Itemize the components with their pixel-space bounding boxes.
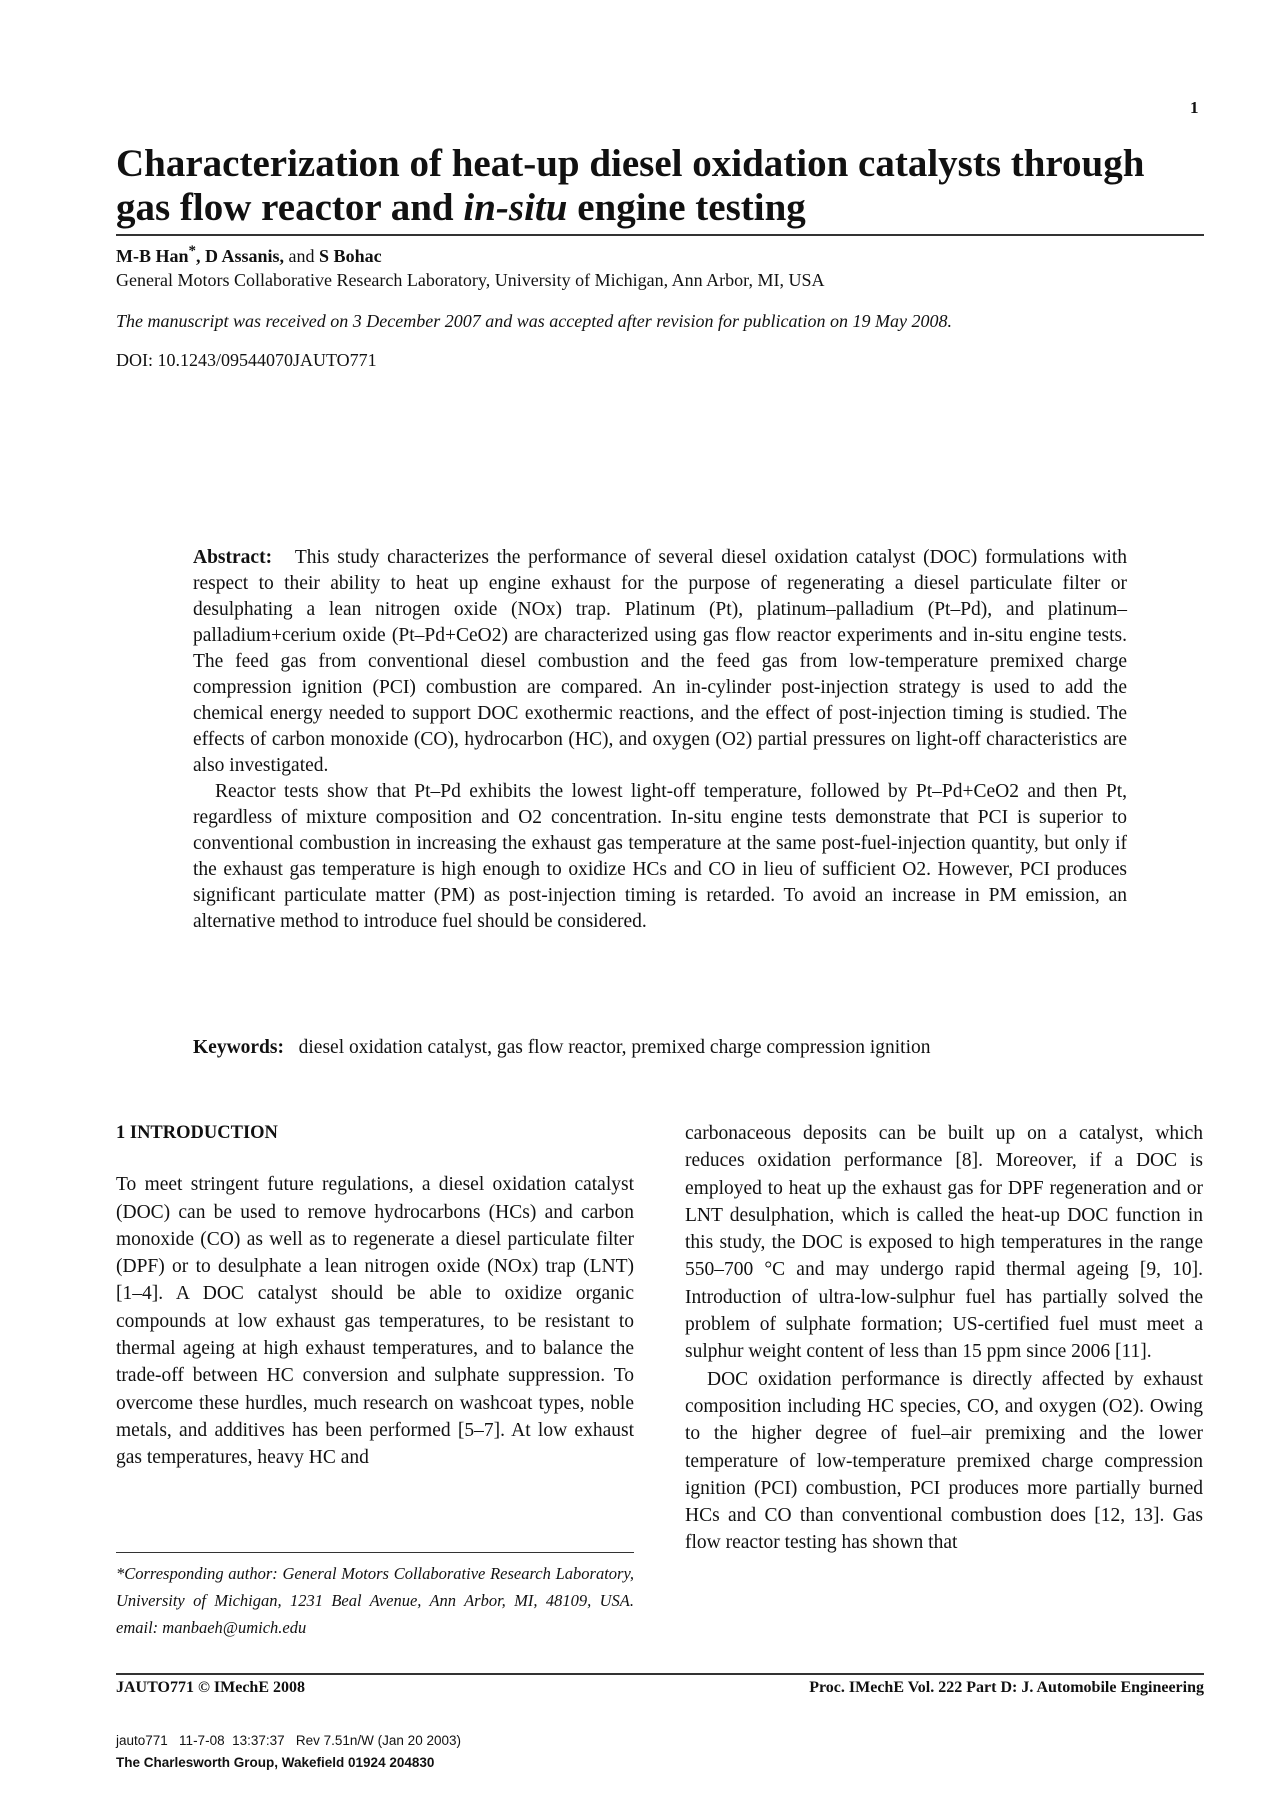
doi[interactable]: DOI: 10.1243/09544070JAUTO771 xyxy=(116,350,377,370)
footer-left: JAUTO771 © IMechE 2008 xyxy=(116,1679,305,1696)
keywords-label: Keywords: xyxy=(193,1037,284,1058)
keywords xyxy=(193,1037,1127,1059)
abstract xyxy=(193,545,1127,935)
print-info: jauto771 11-7-08 13:37:37 Rev 7.51n/W (Jan 20 2003) xyxy=(116,1733,461,1748)
section-heading: 1 INTRODUCTION xyxy=(116,1123,278,1143)
footnote-divider xyxy=(116,1552,634,1553)
left-column xyxy=(116,1120,634,1472)
keywords-text: diesel oxidation catalyst, gas flow reactor, premixed charge compression ignition xyxy=(298,1037,931,1058)
abstract-p2: Reactor tests show that Pt–Pd exhibits the lowest light-off temperature, followed by Pt–Pd+CeO2 and then Pt, regardless of mixture composition and O2 concentration. In-situ engine tests demonstrate that PCI is superior to conventional combustion in increasing the exhaust gas temperature at the same post-fuel-injection quantity, but only if the exhaust gas temperature is high enough to oxidize HCs and CO in lieu of sufficient O2. However, PCI produces significant particulate matter (PM) as post-injection timing is retarded. To avoid an increase in PM emission, an alternative method to introduce fuel should be considered. xyxy=(193,781,1127,932)
intro-paragraph-1: To meet stringent future regulations, a diesel oxidation catalyst (DOC) can be used to remove hydrocarbons (HCs) and carbon monoxide (CO) as well as to regenerate a diesel particulate filter (DPF) or to desulphate a lean nitrogen oxide (NOx) trap (LNT) [1–4]. A DOC catalyst should be able to oxidize organic compounds at low exhaust gas temperatures, to be resistant to thermal ageing at high exhaust temperatures, and to balance the trade-off between HC conversion and sulphate suppression. To overcome these hurdles, much research on washcoat types, noble metals, and additives has been performed [5–7]. At low exhaust gas temperatures, heavy HC and xyxy=(116,1174,634,1469)
author-2: D Assanis, xyxy=(205,246,285,266)
abstract-p1: This study characterizes the performance of several diesel oxidation catalyst (DOC) formulations with respect to their ability to heat up engine exhaust for the purpose of regenerating a diesel particulate filter or desulphating a lean nitrogen oxide (NOx) trap. Platinum (Pt), platinum–palladium (Pt–Pd), and platinum–palladium+cerium oxide (Pt–Pd+CeO2) are characterized using gas flow reactor experiments and in-situ engine tests. The feed gas from conventional diesel combustion and the feed gas from low-temperature premixed charge compression ignition (PCI) combustion are compared. An in-cylinder post-injection strategy is used to add the chemical energy needed to support DOC exothermic reactions, and the effect of post-injection timing is studied. The effects of carbon monoxide (CO), hydrocarbon (HC), and oxygen (O2) partial pressures on light-off characteristics are also investigated. xyxy=(193,547,1127,776)
abstract-label: Abstract: xyxy=(193,547,273,568)
intro-paragraph-2: carbonaceous deposits can be built up on a catalyst, which reduces oxidation performance [8]. Moreover, if a DOC is employed to heat up the exhaust gas for DPF regeneration and or LNT desulphation, which is called the heat-up DOC function in this study, the DOC is exposed to high temperatures in the range 550–700 °C and may undergo rapid thermal ageing [9, 10]. Introduction of ultra-low-sulphur fuel has partially solved the problem of sulphate formation; US-certified fuel must meet a sulphur weight content of less than 15 ppm since 2006 [11]. xyxy=(685,1123,1203,1363)
title-part1: Characterization of heat-up diesel oxidation catalysts through gas flow reactor and xyxy=(116,142,1145,229)
corresponding-mark: * xyxy=(188,243,197,259)
authors xyxy=(116,243,382,267)
intro-paragraph-3: DOC oxidation performance is directly affected by exhaust composition including HC species, CO, and oxygen (O2). Owing to the higher degree of fuel–air premixing and the lower temperature of low-temperature premixed charge compression ignition (PCI) combustion, PCI produces more partially burned HCs and CO than conventional combustion does [12, 13]. Gas flow reactor testing has shown that xyxy=(685,1368,1203,1554)
printer-info: The Charlesworth Group, Wakefield 01924 204830 xyxy=(116,1755,435,1770)
author-1: M-B Han xyxy=(116,246,189,266)
paper-title xyxy=(116,142,1206,230)
title-part2: engine testing xyxy=(567,186,806,229)
title-divider xyxy=(116,234,1204,236)
footer-right: Proc. IMechE Vol. 222 Part D: J. Automobile Engineering xyxy=(809,1679,1204,1696)
affiliation: General Motors Collaborative Research Laboratory, University of Michigan, Ann Arbor, MI, USA xyxy=(116,270,825,290)
author-sep: , xyxy=(196,246,206,266)
author-3: S Bohac xyxy=(319,246,382,266)
received-note: The manuscript was received on 3 December 2007 and was accepted after revision for publication on 19 May 2008. xyxy=(116,311,953,331)
author-and: and xyxy=(284,246,320,266)
title-italic: in-situ xyxy=(463,186,568,229)
footer-divider xyxy=(116,1673,1204,1675)
footnote: *Corresponding author: General Motors Collaborative Research Laboratory, University of Michigan, 1231 Beal Avenue, Ann Arbor, MI, 48109, USA. email: manbaeh@umich.edu xyxy=(116,1564,634,1637)
right-column xyxy=(685,1120,1203,1557)
page-number: 1 xyxy=(1190,98,1199,117)
